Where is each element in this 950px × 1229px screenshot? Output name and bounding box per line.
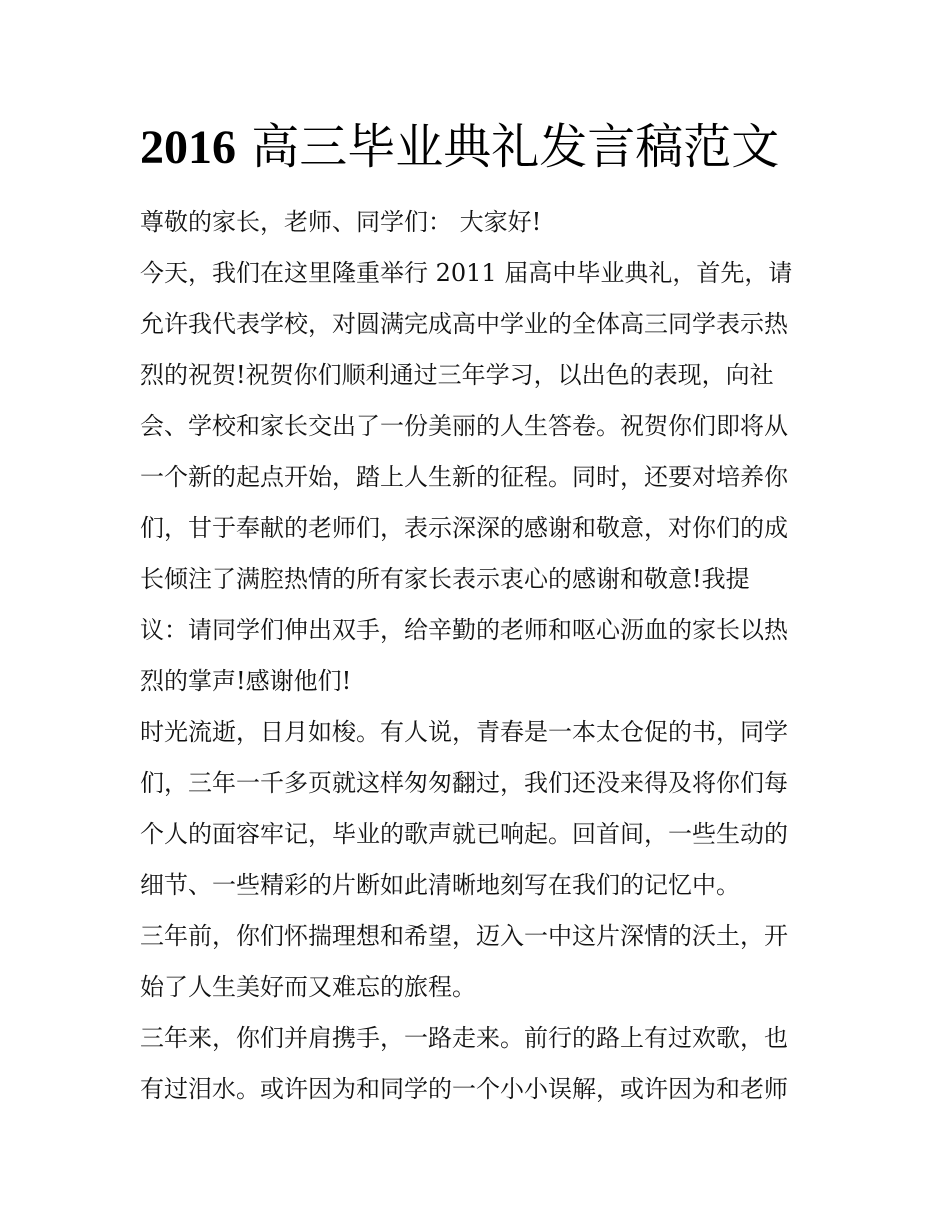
text-line: 们，甘于奉献的老师们，表示深深的感谢和敬意，对你们的成 <box>140 514 788 542</box>
text-line: 细节、一些精彩的片断如此清晰地刻写在我们的记忆中。 <box>140 871 740 899</box>
title-text: 高三毕业典礼发言稿范文 <box>251 119 780 175</box>
text-line: 有过泪水。或许因为和同学的一个小小误解，或许因为和老师 <box>140 1075 788 1103</box>
text-line: 们，三年一千多页就这样匆匆翻过，我们还没来得及将你们每 <box>140 769 788 797</box>
text-line: 允许我代表学校，对圆满完成高中学业的全体高三同学表示热 <box>140 310 788 338</box>
text-line: 议：请同学们伸出双手，给辛勤的老师和呕心沥血的家长以热 <box>140 616 788 644</box>
text-line: 一个新的起点开始，踏上人生新的征程。同时，还要对培养你 <box>140 463 788 491</box>
text-line: 时光流逝，日月如梭。有人说，青春是一本太仓促的书，同学 <box>140 718 788 746</box>
text-line: 三年来，你们并肩携手，一路走来。前行的路上有过欢歌，也 <box>140 1024 788 1052</box>
text-line: 三年前，你们怀揣理想和希望，迈入一中这片深情的沃土，开 <box>140 922 788 950</box>
text-line: 会、学校和家长交出了一份美丽的人生答卷。祝贺你们即将从 <box>140 412 788 440</box>
text-line: 今天，我们在这里隆重举行 2011 届高中毕业典礼，首先，请 <box>140 259 793 287</box>
document-title <box>140 115 840 180</box>
text-line: 个人的面容牢记，毕业的歌声就已响起。回首间，一些生动的 <box>140 820 788 848</box>
text-line: 烈的掌声!感谢他们! <box>140 667 352 695</box>
document-body <box>140 197 820 1115</box>
title-year: 2016 <box>140 121 236 174</box>
text-line: 烈的祝贺!祝贺你们顺利通过三年学习，以出色的表现，向社 <box>140 361 774 389</box>
text-line: 尊敬的家长，老师、同学们： 大家好! <box>140 208 542 236</box>
text-line: 长倾注了满腔热情的所有家长表示衷心的感谢和敬意!我提 <box>140 565 750 593</box>
text-line: 始了人生美好而又难忘的旅程。 <box>140 973 476 1001</box>
